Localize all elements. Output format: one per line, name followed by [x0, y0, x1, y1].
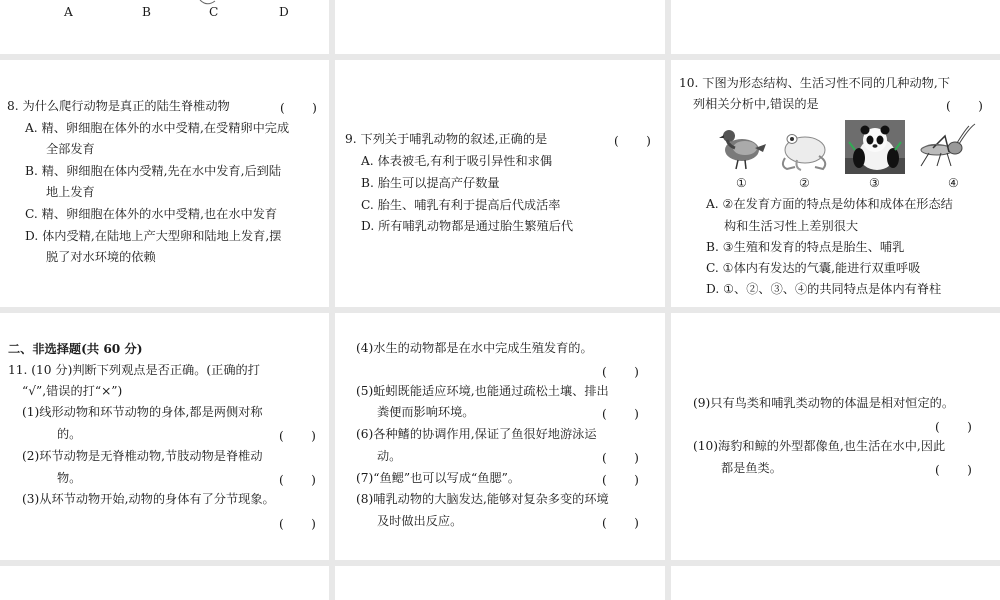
panel-top-right	[671, 0, 1000, 54]
answer-3[interactable]: ( )	[279, 517, 317, 531]
pigeon-image	[715, 120, 767, 176]
panel-q9	[335, 60, 665, 307]
q10-option-a: A. ②在发育方面的特点是幼体和成体在形态结	[706, 197, 953, 211]
label-a: A	[64, 5, 73, 19]
statement-10-cont: 都是鱼类。	[721, 461, 782, 475]
panel-bottom-middle	[335, 566, 665, 600]
caption-3: ③	[869, 176, 880, 190]
panel-q11	[0, 313, 329, 560]
caption-2: ②	[799, 176, 810, 190]
q11-stem: 11. (10 分)判断下列观点是否正确。(正确的打	[8, 363, 260, 377]
frog-image	[777, 122, 833, 174]
answer-10[interactable]: ( )	[935, 463, 973, 477]
statement-1: (1)线形动物和环节动物的身体,都是两侧对称	[22, 405, 263, 419]
q8-option-a: A. 精、卵细胞在体外的水中受精,在受精卵中完成	[25, 121, 290, 135]
statement-7: (7)“鱼鳃”也可以写成“鱼腮”。	[356, 471, 521, 485]
answer-8[interactable]: ( )	[602, 516, 640, 530]
panel-q10	[671, 60, 1000, 307]
statement-8: (8)哺乳动物的大脑发达,能够对复杂多变的环境	[356, 492, 609, 506]
answer-5[interactable]: ( )	[602, 407, 640, 421]
panel-bottom-left	[0, 566, 329, 600]
statement-9: (9)只有鸟类和哺乳类动物的体温是相对恒定的。	[693, 396, 955, 410]
label-c: C	[209, 5, 219, 19]
q8-stem: 8. 为什么爬行动物是真正的陆生脊椎动物	[7, 99, 230, 113]
statement-5-cont: 粪便而影响环境。	[377, 405, 475, 419]
answer-1[interactable]: ( )	[279, 429, 317, 443]
q10-option-c: C. ①体内有发达的气囊,能进行双重呼吸	[706, 261, 921, 275]
panda-image	[845, 120, 905, 174]
panel-judge-middle	[335, 313, 665, 560]
statement-10: (10)海豹和鲸的外型都像鱼,也生活在水中,因此	[693, 439, 946, 453]
answer-7[interactable]: ( )	[602, 473, 640, 487]
section-heading: 二、非选择题(共 60 分)	[8, 342, 143, 356]
q10-option-d: D. ①、②、③、④的共同特点是体内有脊柱	[706, 282, 942, 296]
caption-4: ④	[948, 176, 959, 190]
q11-stem-cont: “√”,错误的打“×”)	[22, 384, 123, 398]
q10-stem-cont: 列相关分析中,错误的是	[693, 97, 819, 111]
answer-4[interactable]: ( )	[602, 365, 640, 379]
q8-option-c: C. 精、卵细胞在体外的水中受精,也在水中发育	[25, 207, 278, 221]
grasshopper-image	[911, 122, 977, 172]
panel-top-middle	[335, 0, 665, 54]
q8-option-b-cont: 地上发育	[46, 185, 95, 199]
q8-option-b: B. 精、卵细胞在体内受精,先在水中发育,后到陆	[25, 164, 282, 178]
panel-q8	[0, 60, 329, 307]
statement-2-cont: 物。	[57, 471, 82, 485]
q8-answer-bracket[interactable]: ( )	[280, 101, 318, 115]
statement-1-cont: 的。	[57, 427, 82, 441]
statement-2: (2)环节动物是无脊椎动物,节肢动物是脊椎动	[22, 449, 263, 463]
q8-option-d-cont: 脱了对水环境的依赖	[46, 250, 156, 264]
panel-top-left	[0, 0, 329, 54]
answer-6[interactable]: ( )	[602, 451, 640, 465]
statement-5: (5)蚯蚓既能适应环境,也能通过疏松土壤、排出	[356, 384, 609, 398]
q10-option-a-cont: 构和生活习性上差别很大	[724, 219, 859, 233]
panel-judge-right	[671, 313, 1000, 560]
q10-stem: 10. 下图为形态结构、生活习性不同的几种动物,下	[679, 76, 950, 90]
answer-9[interactable]: ( )	[935, 420, 973, 434]
statement-6-cont: 动。	[377, 449, 402, 463]
q9-answer-bracket[interactable]: ( )	[614, 134, 652, 148]
panel-bottom-right	[671, 566, 1000, 600]
caption-1: ①	[736, 176, 747, 190]
statement-8-cont: 及时做出反应。	[377, 514, 463, 528]
q9-option-b: B. 胎生可以提高产仔数量	[361, 176, 500, 190]
statement-6: (6)各种鳍的协调作用,保证了鱼很好地游泳运	[356, 427, 597, 441]
q10-option-b: B. ③生殖和发育的特点是胎生、哺乳	[706, 240, 905, 254]
q8-option-a-cont: 全部发育	[46, 142, 95, 156]
q9-option-a: A. 体表被毛,有利于吸引异性和求偶	[361, 154, 553, 168]
label-b: B	[142, 5, 151, 19]
q8-option-d: D. 体内受精,在陆地上产大型卵和陆地上发育,摆	[25, 229, 282, 243]
q9-option-c: C. 胎生、哺乳有利于提高后代成活率	[361, 198, 561, 212]
q10-answer-bracket[interactable]: ( )	[946, 99, 984, 113]
statement-4: (4)水生的动物都是在水中完成生殖发育的。	[356, 341, 593, 355]
q9-option-d: D. 所有哺乳动物都是通过胎生繁殖后代	[361, 219, 574, 233]
statement-3: (3)从环节动物开始,动物的身体有了分节现象。	[22, 492, 275, 506]
answer-2[interactable]: ( )	[279, 473, 317, 487]
q9-stem: 9. 下列关于哺乳动物的叙述,正确的是	[345, 132, 548, 146]
label-d: D	[279, 5, 289, 19]
